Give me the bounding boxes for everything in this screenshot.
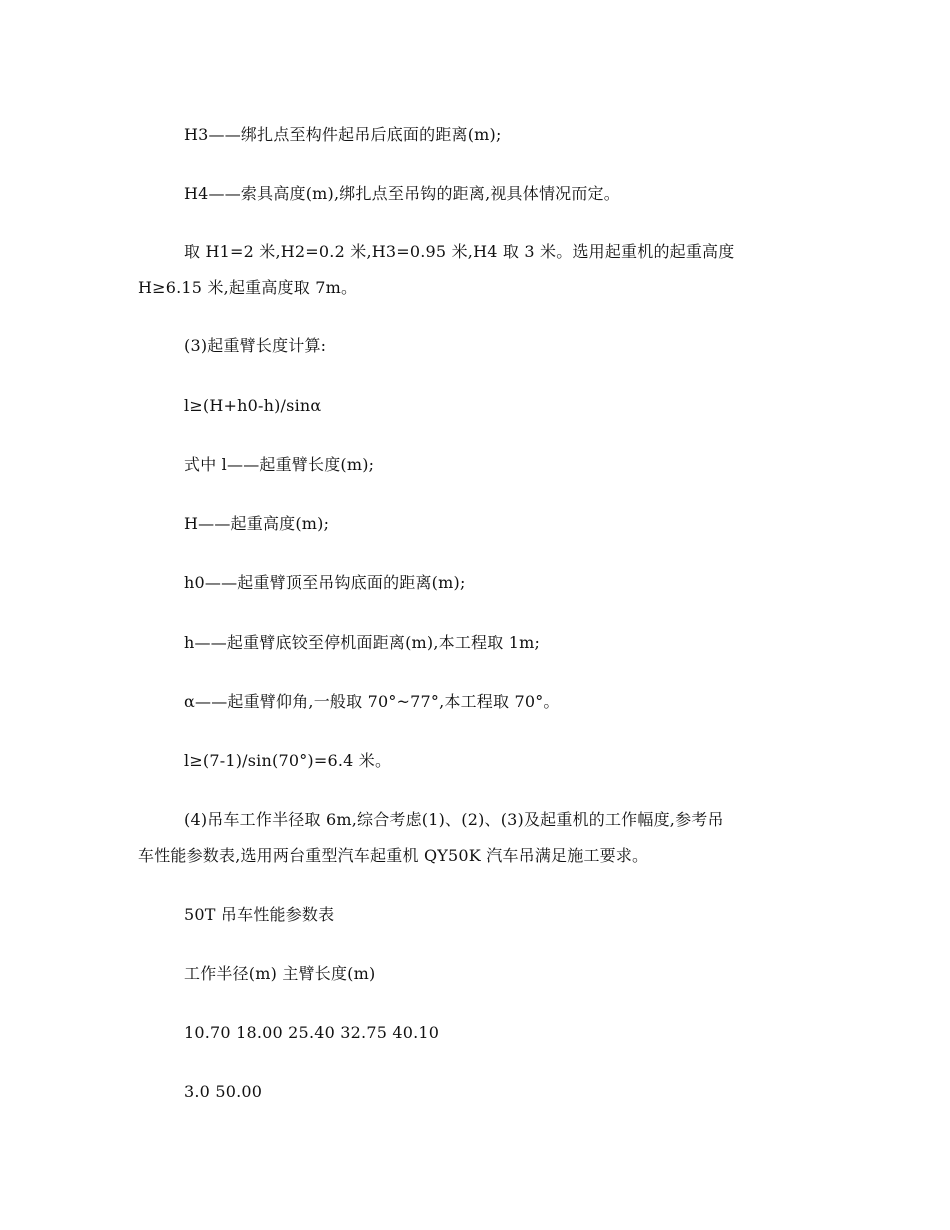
paragraph-working-radius: (4)吊车工作半径取 6m,综合考虑(1)、(2)、(3)及起重机的工作幅度,参考吊 [184, 810, 724, 829]
formula-boom-length-result: l≥(7-1)/sin(70°)=6.4 米。 [184, 751, 392, 770]
table-title: 50T 吊车性能参数表 [184, 905, 335, 924]
paragraph-h3-definition: H3——绑扎点至构件起吊后底面的距离(m); [184, 125, 502, 144]
paragraph-h4-definition: H4——索具高度(m),绑扎点至吊钩的距离,视具体情况而定。 [184, 184, 620, 203]
section-heading-boom-length: (3)起重臂长度计算: [184, 336, 327, 355]
paragraph-working-radius-continuation: 车性能参数表,选用两台重型汽车起重机 QY50K 汽车吊满足施工要求。 [138, 846, 649, 865]
paragraph-height-values: 取 H1=2 米,H2=0.2 米,H3=0.95 米,H4 取 3 米。选用起重机的起重高度 [184, 242, 735, 261]
paragraph-h-lower-definition: h——起重臂底铰至停机面距离(m),本工程取 1m; [184, 633, 541, 652]
formula-boom-length: l≥(H+h0-h)/sinα [184, 396, 322, 415]
paragraph-h0-definition: h0——起重臂顶至吊钩底面的距离(m); [184, 573, 466, 592]
table-header-row: 工作半径(m) 主臂长度(m) [184, 964, 376, 983]
paragraph-l-definition: 式中 l——起重臂长度(m); [184, 455, 375, 474]
table-boom-lengths-row: 10.70 18.00 25.40 32.75 40.10 [184, 1023, 440, 1042]
table-data-row: 3.0 50.00 [184, 1082, 263, 1101]
paragraph-h-definition: H——起重高度(m); [184, 514, 330, 533]
paragraph-height-values-continuation: H≥6.15 米,起重高度取 7m。 [138, 278, 358, 297]
paragraph-alpha-definition: α——起重臂仰角,一般取 70°~77°,本工程取 70°。 [184, 692, 560, 711]
